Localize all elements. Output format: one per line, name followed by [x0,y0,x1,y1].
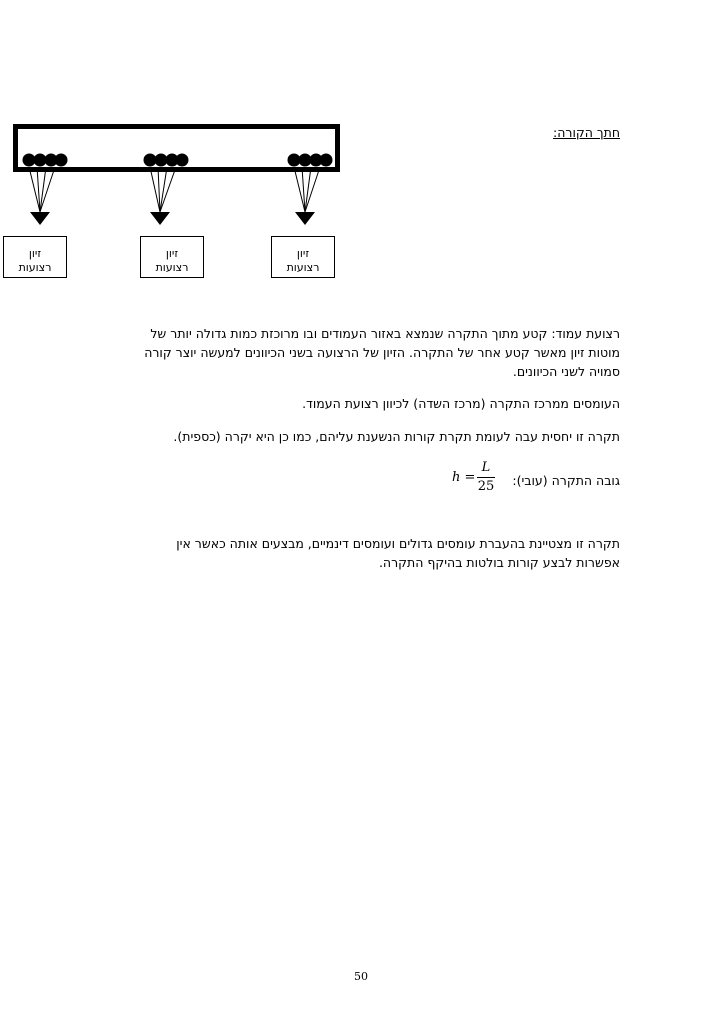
column-strip-line-3: סמויה לשני הכיוונים. [512,364,620,379]
fraction-bar [477,477,495,478]
formula-fraction [477,460,495,495]
dynamic-loads-line-2: אפשרות לבצע קורות בולטות בהיקף התקרה. [378,555,620,570]
pointer-lines-right [294,167,320,212]
pointer-lines-center [150,167,176,212]
label-box-right-line2: רצועות [286,261,320,274]
slab-thickness-paragraph: תקרה זו יחסית עבה לעומת תקרת קורות הנשענת עליהם, כמו כן היא יקרה (כספית). [173,429,620,444]
formula-numerator: L [481,460,491,475]
arrowhead-right [295,212,315,225]
label-box-center [140,236,204,278]
slab-height-label: גובה התקרה (עובי): [512,473,620,488]
formula-variable-h: h [452,470,461,485]
slab-height-formula [450,460,498,500]
label-box-right [271,236,335,278]
column-strip-paragraph [110,324,620,381]
label-box-center-line1: זיון [165,247,179,260]
arrowhead-center [150,212,170,225]
beam-section-drawing [0,120,345,240]
dynamic-loads-line-1: תקרה זו מצטיינת בהעברת עומסים גדולים ועומסים דינמיים, מבצעים אותה כאשר אין [176,536,620,551]
load-path-paragraph: העומסים ממרכז התקרה (מרכז השדה) לכיוון רצועת העמוד. [302,396,620,411]
section-title: חתך הקורה: [553,125,620,140]
arrowhead-left [30,212,50,225]
pointer-lines-left [29,167,55,212]
formula-equals: = [464,470,476,485]
page-number: 50 [354,970,368,983]
formula-denominator: 25 [477,479,495,494]
label-box-left [3,236,67,278]
dynamic-loads-paragraph [120,534,620,572]
label-box-left-line2: רצועות [18,261,52,274]
label-box-right-line1: זיון [296,247,310,260]
formula-lhs [452,470,475,485]
column-strip-line-2: מוטות זיון מאשר קטע אחר של התקרה. הזיון של הרצועה בשני הכיוונים למעשה יוצר קורה [144,345,620,360]
column-strip-line-1: רצועת עמוד: קטע מתוך התקרה שנמצא באזור העמודים ובו מרוכזת כמות גדולה יותר של [150,326,620,341]
label-box-center-line2: רצועות [155,261,189,274]
beam-section-diagram [0,120,345,285]
label-box-left-line1: זיון [28,247,42,260]
